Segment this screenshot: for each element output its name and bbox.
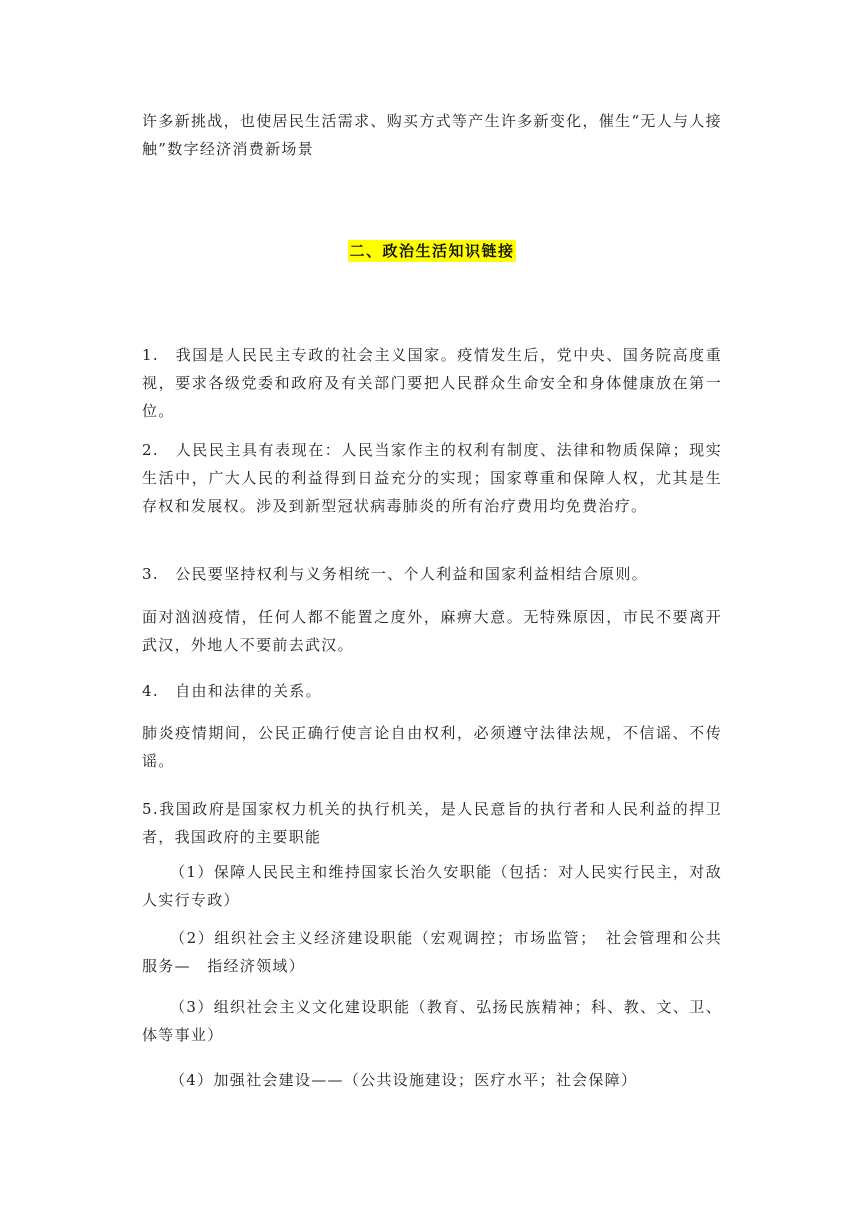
paragraph-3: 3. 公民要坚持权利与义务相统一、个人利益和国家利益相结合原则。 [142,565,648,583]
paragraph-1: 1. 我国是人民民主专政的社会主义国家。疫情发生后，党中央、国务院高度重视，要求各级党委和政府及有关部门要把人民群众生命安全和身体健康放在第一位。 [142,346,722,420]
paragraph-4-detail: 肺炎疫情期间，公民正确行使言论自由权利，必须遵守法律法规，不信谣、不传谣。 [142,724,722,770]
paragraph-5-item-1: （1）保障人民民主和维持国家长治久安职能（包括：对人民实行民主，对敌人实行专政） [142,863,722,909]
paragraph-5-item-4: （4）加强社会建设——（公共设施建设；医疗水平；社会保障） [170,1071,638,1089]
paragraph-5: 5.我国政府是国家权力机关的执行机关，是人民意旨的执行者和人民利益的捍卫者，我国政府的主要职能 [142,800,722,846]
paragraph-5-item-2: （2）组织社会主义经济建设职能（宏观调控；市场监管； 社会管理和公共服务— 指经济领域） [142,929,722,975]
section-heading-wrapper [142,240,722,262]
paragraph-2: 2. 人民民主具有表现在：人民当家作主的权利有制度、法律和物质保障；现实生活中，广大人民的利益得到日益充分的实现；国家尊重和保障人权，尤其是生存权和发展权。涉及到新型冠状病毒肺炎的所有治疗费用均免费治疗。 [142,441,722,515]
paragraph-5-item-3: （3）组织社会主义文化建设职能（教育、弘扬民族精神；科、教、文、卫、体等事业） [142,998,722,1044]
paragraph-4: 4. 自由和法律的关系。 [142,682,322,700]
section-heading: 二、政治生活知识链接 [349,242,515,260]
paragraph-3-detail: 面对汹汹疫情，任何人都不能置之度外，麻痹大意。无特殊原因，市民不要离开武汉，外地人不要前去武汉。 [142,608,722,654]
intro-paragraph: 许多新挑战，也使居民生活需求、购买方式等产生许多新变化，催生“无人与人接触”数字经济消费新场景 [142,112,722,158]
